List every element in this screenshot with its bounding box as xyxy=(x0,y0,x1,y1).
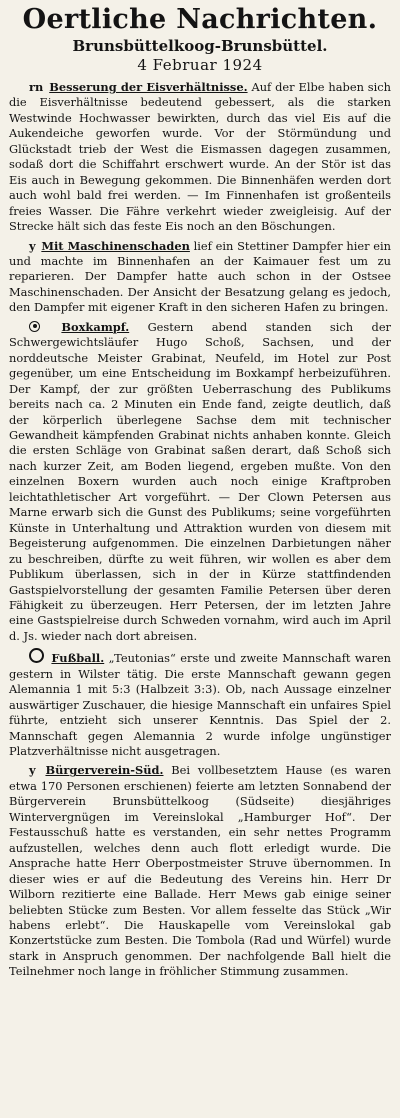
article-headline: Fußball. xyxy=(51,651,105,666)
article-body: lief ein Stettiner Dampfer hier ein und machte im Binnenhafen an der Kaimauer fest um zu reparieren. Der Dampfer hatte auch schon in der Ostsee Maschinenschaden. Der Ansicht der Besatzung gelang es jedoch, den Dampfer mit eigener Kraft in den sicheren Hafen zu bringen. xyxy=(9,238,391,315)
article-boxkampf xyxy=(9,320,391,645)
article-headline: Mit Maschinenschaden xyxy=(41,238,190,253)
article-body: Gestern abend standen sich der Schwergewichtsläufer Hugo Schoß, Sachsen, und der norddeutsche Meister Grabinat, Neufeld, im Hotel zur Post gegenüber, um eine Entscheidung im Boxkampf herbeizuführen. Der Kampf, der zur größten Ueberraschung des Publikums bereits nach ca. 2 Minuten ein Ende fand, zeigte deutlich, daß der körperlich überlegene Sachse dem mit technischer Gewandheit kämpfenden Grabinat nichts anhaben konnte. Gleich die ersten Schläge von Grabinat saßen derart, daß Schoß sich nach kurzer Zeit, am Boden liegend, ergeben mußte. Von den einzelnen Boxern wurden auch noch einige Kraftproben leichtathletischer Art vorgeführt. — Der Clown Petersen aus Marne erwarb sich die Gunst des Publikums; seine vorgeführten Künste in Unterhaltung und Attraktion wurden von diesem mit Begeisterung aufgenommen. Die einzelnen Darbietungen näher zu beschreiben, dürfte zu weit führen, wir wollen es aber dem Publikum überlassen, sich in der in Kürze stattfindenden Gastspielvorstellung der gesamten Familie Petersen über deren Fähigkeit zu überzeugen. Herr Petersen, der im letzten Jahre eine Gastspielreise durch Schweden vornahm, wird auch im April d. Js. wieder nach dort abreisen. xyxy=(9,319,392,643)
article-headline: Besserung der Eisverhältnisse. xyxy=(49,80,248,94)
dotted-circle-icon xyxy=(29,321,40,332)
article-body: Auf der Elbe haben sich die Eisverhältnisse bedeutend gebessert, als die starken Westwinde Hochwasser bewirkten, durch das viel Eis auf die Aukendeiche geworfen wurde. Vor der Störmündung und Glückstadt trieb der West die Eismassen dagegen zusammen, sodaß dort die Schiffahrt erschwert wurde. An der Stör ist das Eis auch in Bewegung gekommen. Die Binnenhäfen werden dort auch wohl bald frei werden. — Im Finnenhafen ist großenteils freies Wasser. Die Fähre verkehrt wieder zweigleisig. Auf der Strecke hält sich das feste Eis noch an den Böschungen. xyxy=(9,80,391,234)
page-subtitle: Brunsbüttelkoog-Brunsbüttel. xyxy=(72,37,328,55)
circle-icon xyxy=(29,648,44,663)
article-headline: Boxkampf. xyxy=(61,319,130,334)
article-marker: y xyxy=(29,238,36,253)
article-fussball xyxy=(9,648,391,759)
article-eisverhaeltnisse xyxy=(9,80,391,235)
article-body: Bei vollbesetztem Hause (es waren etwa 170 Personen erschienen) feierte am letzten Sonnabend der Bürgerverein Brunsbüttelkoog (Südseite) diesjähriges Wintervergnügen im Vereinslokal „Hamburger Hof“. Der Festausschuß hatte es verstanden, ein sehr nettes Programm aufzustellen, welches denn auch flott erledigt wurde. Die Ansprache hatte Herr Oberpostmeister Struve übernommen. In dieser wies er auf die Bedeutung des Vereins hin. Herr Dr Wilborn rezitierte eine Ballade. Herr Mews gab einige seiner beliebten Stücke zum Besten. Vor allem fesselte das Stück „Wir habens erlebt“. Die Hauskapelle vom Vereinslokal gab Konzertstücke zum Besten. Die Tombola (Rad und Würfel) wurde stark in Anspruch genommen. Der nachfolgende Ball hielt die Teilnehmer noch lange in fröhlicher Stimmung zusammen. xyxy=(9,763,391,979)
article-marker: y xyxy=(29,763,36,778)
article-maschinenschaden xyxy=(9,239,391,316)
article-buergerverein xyxy=(9,763,391,979)
issue-date: 4 Februar 1924 xyxy=(137,56,263,74)
article-headline: Bürgerverein-Süd. xyxy=(45,763,164,778)
article-marker: rn xyxy=(29,80,44,94)
article-body: „Teutonias“ erste und zweite Mannschaft waren gestern in Wilster tätig. Die erste Mannschaft gewann gegen Alemannia 1 mit 5:3 (Halbzeit 3:3). Ob, nach Aussage einzelner auswärtiger Zuschauer, die hiesige Mannschaft ein unfaires Spiel führte, entzieht sich unserer Kenntnis. Das Spiel der 2. Mannschaft gegen Alemannia 2 wurde infolge ungünstiger Platzverhältnisse nicht ausgetragen. xyxy=(9,651,391,759)
page-title: Oertliche Nachrichten. xyxy=(22,4,378,35)
masthead xyxy=(9,0,391,74)
